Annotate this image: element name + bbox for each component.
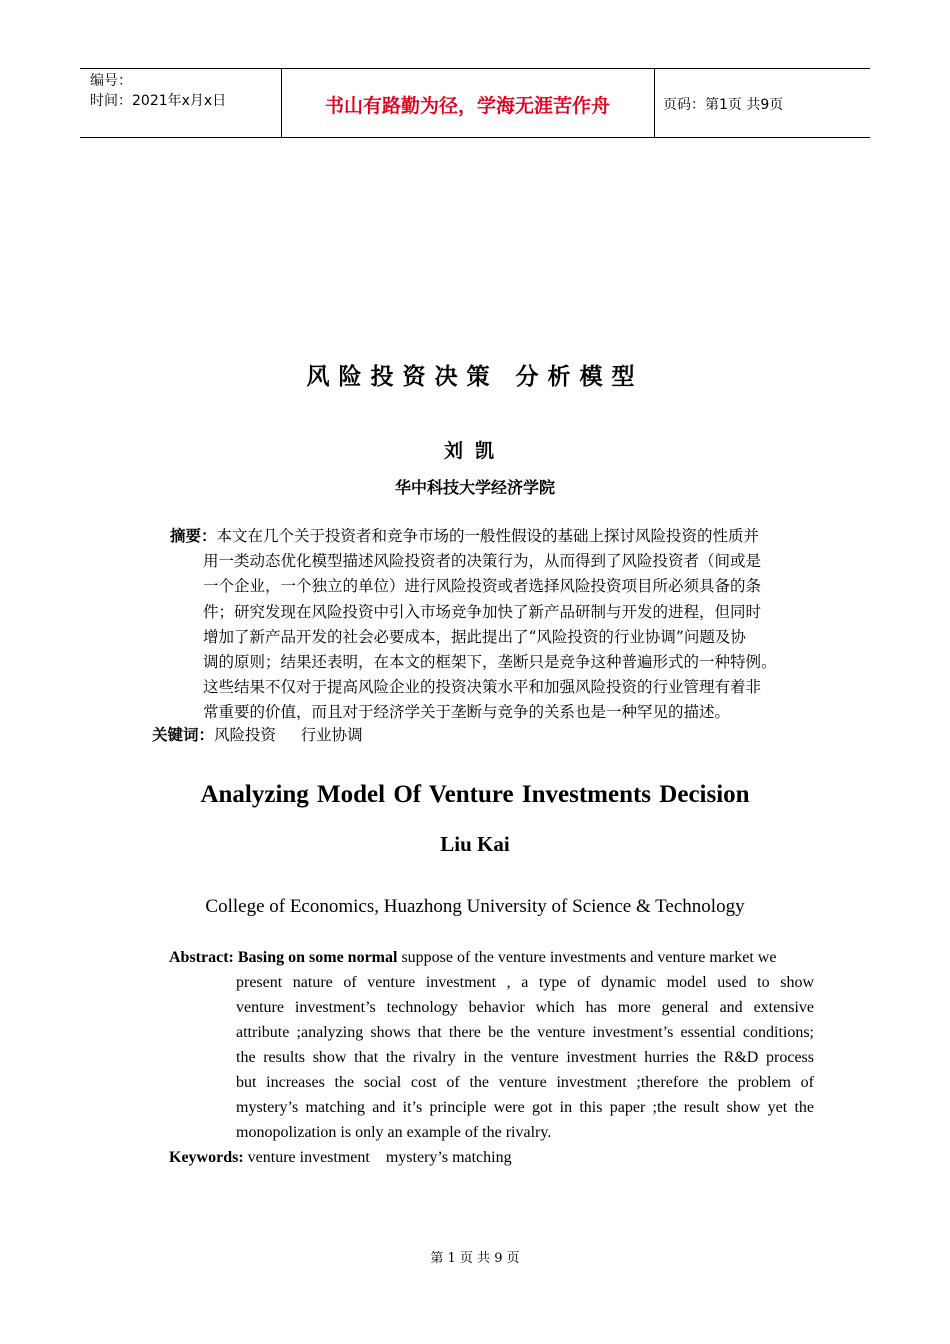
- abstract-en-line: venture investment’s technology behavior which has more general and extensive: [236, 999, 814, 1016]
- keywords-en-label: Keywords:: [169, 1149, 244, 1166]
- author-cn: 刘凯: [443, 440, 506, 462]
- keywords-en-text: venture investment mystery’s matching: [243, 1149, 512, 1166]
- document-header: [80, 68, 870, 138]
- abstract-en-line: mystery’s matching and it’s principle were got in this paper ;the result show yet the: [236, 1099, 814, 1116]
- abstract-en-line: monopolization is only an example of the rivalry.: [236, 1124, 552, 1141]
- header-divider: [654, 69, 655, 137]
- abstract-cn-line: 用一类动态优化模型描述风险投资者的决策行为，从而得到了风险投资者（间或是: [203, 552, 762, 571]
- abstract-cn-line: 这些结果不仅对于提高风险企业的投资决策水平和加强风险投资的行业管理有着非: [203, 678, 762, 697]
- abstract-en-label: Abstract: Basing on some normal: [169, 949, 398, 966]
- header-meta: [90, 71, 226, 111]
- abstract-en: [169, 945, 814, 1145]
- abstract-en-line: the results show that the rivalry in the venture investment hurries the R&D process: [236, 1049, 814, 1066]
- abstract-cn: [170, 524, 820, 726]
- abstract-cn-text: 本文在几个关于投资者和竞争市场的一般性假设的基础上探讨风险投资的性质并: [216, 527, 760, 545]
- abstract-cn-line: 一个企业，一个独立的单位）进行风险投资或者选择风险投资项目所必须具备的条: [203, 577, 762, 596]
- abstract-cn-line: 常重要的价值，而且对于经济学关于垄断与竞争的关系也是一种罕见的描述。: [203, 703, 731, 722]
- abstract-en-line: [169, 945, 814, 970]
- institution-cn: 华中科技大学经济学院: [394, 478, 555, 497]
- header-page-info: 页码：第1页 共9页: [663, 97, 784, 113]
- page-footer: 第 1 页 共 9 页: [430, 1251, 520, 1266]
- header-date-label: 时间：2021年x月x日: [90, 93, 227, 109]
- abstract-cn-line: [170, 524, 820, 549]
- keywords-cn-label: 关键词：: [152, 726, 215, 744]
- abstract-en-line: but increases the social cost of the venture investment ;therefore the problem of: [236, 1074, 814, 1091]
- keywords-cn: [152, 723, 363, 747]
- keywords-cn-text: 风险投资 行业协调: [214, 726, 363, 744]
- abstract-cn-line: 增加了新产品开发的社会必要成本，据此提出了“风险投资的行业协调”问题及协: [203, 627, 746, 646]
- header-number-label: 编号：: [90, 73, 132, 89]
- author-en: Liu Kai: [440, 832, 510, 856]
- institution-en: College of Economics, Huazhong University of Science & Technology: [205, 896, 745, 917]
- abstract-en-line: present nature of venture investment , a type of dynamic model used to show: [236, 974, 814, 991]
- abstract-en-line: attribute ;analyzing shows that there be the venture investment’s essential conditions;: [236, 1024, 814, 1041]
- header-motto: 书山有路勤为径，学海无涯苦作舟: [324, 95, 610, 117]
- abstract-en-text: suppose of the venture investments and venture market we: [397, 949, 777, 966]
- keywords-en: [169, 1145, 512, 1170]
- abstract-cn-line: 件；研究发现在风险投资中引入市场竞争加快了新产品研制与开发的进程，但同时: [203, 602, 762, 621]
- paper-title-cn: 风险投资决策 分析模型: [306, 364, 644, 390]
- abstract-cn-line: 调的原则；结果还表明，在本文的框架下，垄断只是竞争这种普遍形式的一种特例。: [203, 652, 777, 671]
- paper-title-en: Analyzing Model Of Venture Investments Decision: [200, 781, 750, 808]
- abstract-cn-label: 摘要：: [170, 527, 217, 545]
